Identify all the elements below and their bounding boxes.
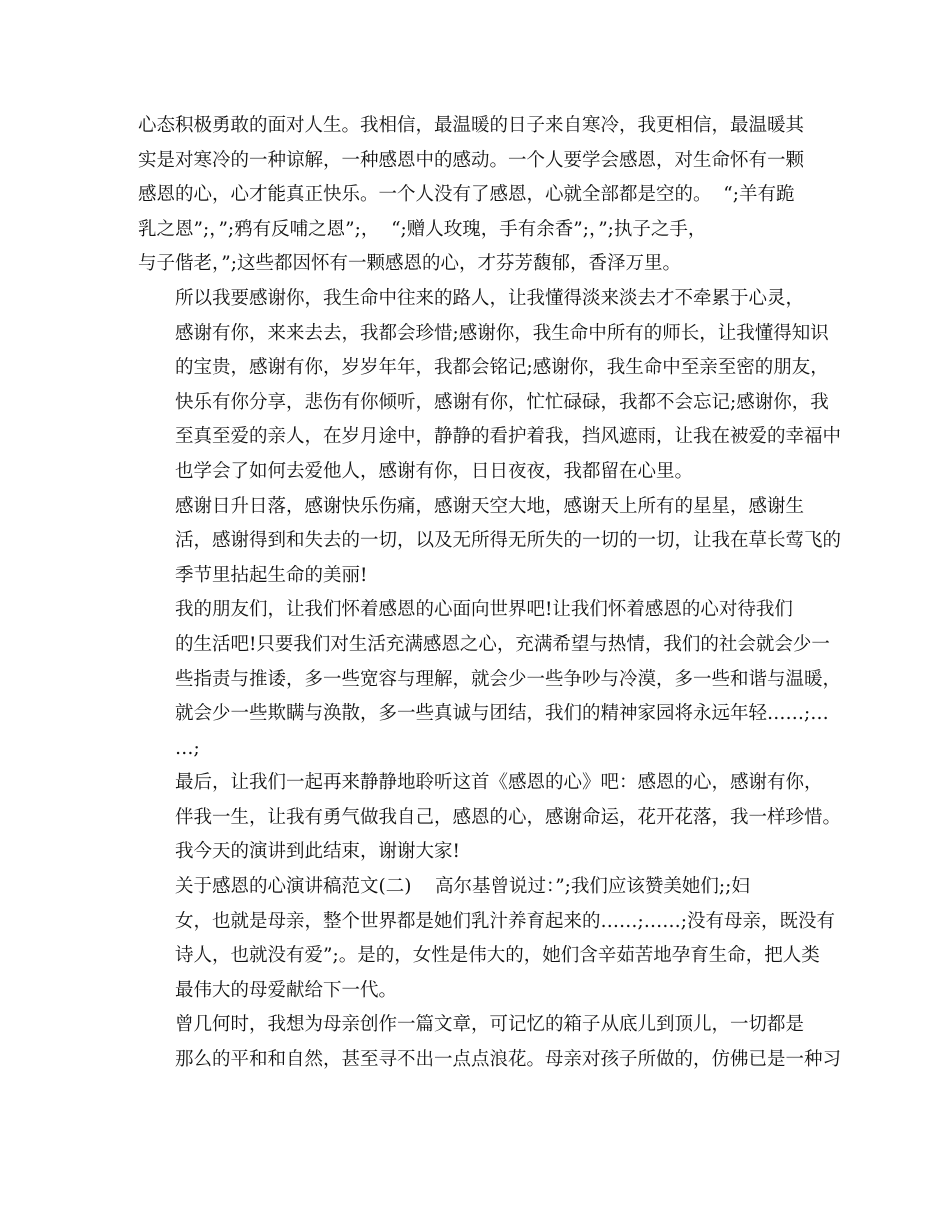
document-body xyxy=(138,109,842,1078)
text-line: 那么的平和和自然，甚至寻不出一点点浪花。母亲对孩子所做的，仿佛已是一种习 xyxy=(175,1049,842,1071)
text-line: 关于感恩的心演讲稿范文(二) 高尔基曾说过：”;我们应该赞美她们;;妇 xyxy=(175,876,750,898)
text-line: 的宝贵，感谢有你，岁岁年年，我都会铭记;感谢你，我生命中至亲至密的朋友， xyxy=(175,357,829,379)
text-line: 与子偕老，”;这些都因怀有一颗感恩的心，才芬芳馥郁，香泽万里。 xyxy=(138,253,681,275)
text-line: 感谢有你，来来去去，我都会珍惜;感谢你，我生命中所有的师长，让我懂得知识 xyxy=(175,322,829,344)
paragraph xyxy=(138,1008,842,1077)
text-line: 实是对寒冷的一种谅解，一种感恩中的感动。一个人要学会感恩，对生命怀有一颗 xyxy=(138,149,805,171)
text-line: 曾几何时，我想为母亲创作一篇文章，可记忆的箱子从底儿到顶儿，一切都是 xyxy=(175,1014,805,1036)
paragraph xyxy=(138,870,835,1008)
text-line: 乳之恩”;，”;鸦有反哺之恩”;， “;赠人玫瑰，手有余香”;，”;执子之手， xyxy=(138,218,707,240)
text-line: 也学会了如何去爱他人，感谢有你，日日夜夜，我都留在心里。 xyxy=(175,460,694,482)
text-line: 活，感谢得到和失去的一切，以及无所得无所失的一切的一切，让我在草长莺飞的 xyxy=(175,530,842,552)
text-line: 感恩的心，心才能真正快乐。一个人没有了感恩，心就全部都是空的。 “;羊有跪 xyxy=(138,184,795,206)
text-line: 我的朋友们，让我们怀着感恩的心面向世界吧!让我们怀着感恩的心对待我们 xyxy=(175,599,793,621)
text-line: 伴我一生，让我有勇气做我自己，感恩的心，感谢命运，花开花落，我一样珍惜。 xyxy=(175,806,842,828)
text-line: 最后，让我们一起再来静静地聆听这首《感恩的心》吧：感恩的心，感谢有你， xyxy=(175,772,823,794)
text-line: 女，也就是母亲，整个世界都是她们乳汁养育起来的……;……;没有母亲，既没有 xyxy=(175,910,835,932)
text-line: 的生活吧!只要我们对生活充满感恩之心，充满希望与热情，我们的社会就会少一 xyxy=(175,633,830,655)
text-line: 些指责与推诿，多一些宽容与理解，就会少一些争吵与冷漠，多一些和谐与温暖， xyxy=(175,668,842,690)
text-line: 快乐有你分享，悲伤有你倾听，感谢有你，忙忙碌碌，我都不会忘记;感谢你，我 xyxy=(175,391,829,413)
text-line: 诗人，也就没有爱”;。是的，女性是伟大的，她们含辛茹苦地孕育生命，把人类 xyxy=(175,945,820,967)
text-line: 季节里拈起生命的美丽! xyxy=(175,564,368,586)
paragraph xyxy=(138,593,842,766)
paragraph xyxy=(138,490,842,594)
text-line: 就会少一些欺瞒与涣散，多一些真诚与团结，我们的精神家园将永远年轻……;… xyxy=(175,703,829,725)
text-line: 我今天的演讲到此结束，谢谢大家! xyxy=(175,841,460,863)
paragraph xyxy=(138,766,842,835)
text-line: …; xyxy=(175,737,200,759)
paragraph xyxy=(138,109,818,282)
text-line: 心态积极勇敢的面对人生。我相信，最温暖的日子来自寒冷，我更相信，最温暖其 xyxy=(138,115,805,136)
text-line: 最伟大的母爱献给下一代。 xyxy=(175,979,398,1001)
text-line: 至真至爱的亲人，在岁月途中，静静的看护着我，挡风遮雨，让我在被爱的幸福中 xyxy=(175,426,842,448)
paragraph xyxy=(138,835,818,870)
text-line: 所以我要感谢你，我生命中往来的路人，让我懂得淡来淡去才不牵累于心灵， xyxy=(175,287,805,309)
text-line: 感谢日升日落，感谢快乐伤痛，感谢天空大地，感谢天上所有的星星，感谢生 xyxy=(175,495,805,517)
paragraph xyxy=(138,282,842,490)
